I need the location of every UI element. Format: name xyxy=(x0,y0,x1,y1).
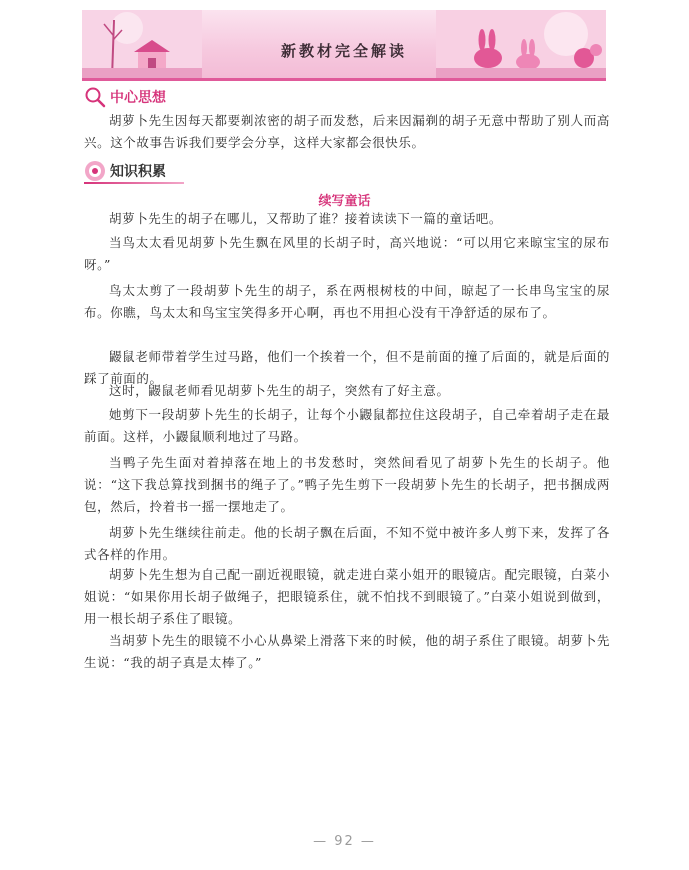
story-paragraph: 当鸭子先生面对着掉落在地上的书发愁时，突然间看见了胡萝卜先生的长胡子。他说：“这下我总算找到捆书的绳子了。”鸭子先生剪下一段胡萝卜先生的长胡子，把书捆成两包，然后，拎着书一摇一摆地走了。 xyxy=(84,455,610,514)
story-paragraph: 鼹鼠老师带着学生过马路，他们一个挨着一个，但不是前面的撞了后面的，就是后面的踩了前面的。 xyxy=(84,349,610,386)
story-paragraph: 这时，鼹鼠老师看见胡萝卜先生的胡子，突然有了好主意。 xyxy=(109,383,450,398)
story-paragraph: 胡萝卜先生想为自己配一副近视眼镜，就走进白菜小姐开的眼镜店。配完眼镜，白菜小姐说：“如果你用长胡子做绳子，把眼镜系住，就不怕找不到眼镜了。”白菜小姐说到做到，用一根长胡子系住了眼镜。 xyxy=(84,567,610,626)
page-number: — 92 — xyxy=(313,834,376,849)
story-title: 续写童话 xyxy=(318,194,371,209)
header-title: 新教材完全解读 xyxy=(280,42,407,60)
section-heading-knowledge xyxy=(84,160,166,182)
header-banner xyxy=(82,10,606,81)
bunny-illustration xyxy=(436,10,606,78)
section-heading-text: 中心思想 xyxy=(110,90,166,106)
main-idea-text: 胡萝卜先生因每天都要剃浓密的胡子而发愁，后来因漏剃的胡子无意中帮助了别人而高兴。这个故事告诉我们要学会分享，这样大家都会很快乐。 xyxy=(84,113,610,150)
lightbulb-badge-icon xyxy=(84,160,106,182)
story-paragraph: 她剪下一段胡萝卜先生的长胡子，让每个小鼹鼠都拉住这段胡子，自己牵着胡子走在最前面。这样，小鼹鼠顺利地过了马路。 xyxy=(84,407,610,444)
story-paragraph: 胡萝卜先生继续往前走。他的长胡子飘在后面，不知不觉中被许多人剪下来，发挥了各式各样的作用。 xyxy=(84,525,610,562)
magnifier-icon xyxy=(84,86,106,108)
story-paragraph: 鸟太太剪了一段胡萝卜先生的胡子，系在两根树枝的中间，晾起了一长串鸟宝宝的尿布。你瞧，鸟太太和鸟宝宝笑得多开心啊，再也不用担心没有干净舒适的尿布了。 xyxy=(84,283,610,320)
story-paragraph: 当胡萝卜先生的眼镜不小心从鼻梁上滑落下来的时候，他的胡子系住了眼镜。胡萝卜先生说：“我的胡子真是太棒了。” xyxy=(84,633,610,670)
section-underline xyxy=(84,182,184,184)
story-paragraph: 当鸟太太看见胡萝卜先生飘在风里的长胡子时，高兴地说：“可以用它来晾宝宝的尿布呀。” xyxy=(84,235,610,272)
section-heading-text: 知识积累 xyxy=(110,164,166,180)
section-heading-main-idea xyxy=(84,86,166,108)
story-paragraph: 胡萝卜先生的胡子在哪儿，又帮助了谁？接着读读下一篇的童话吧。 xyxy=(109,211,503,226)
